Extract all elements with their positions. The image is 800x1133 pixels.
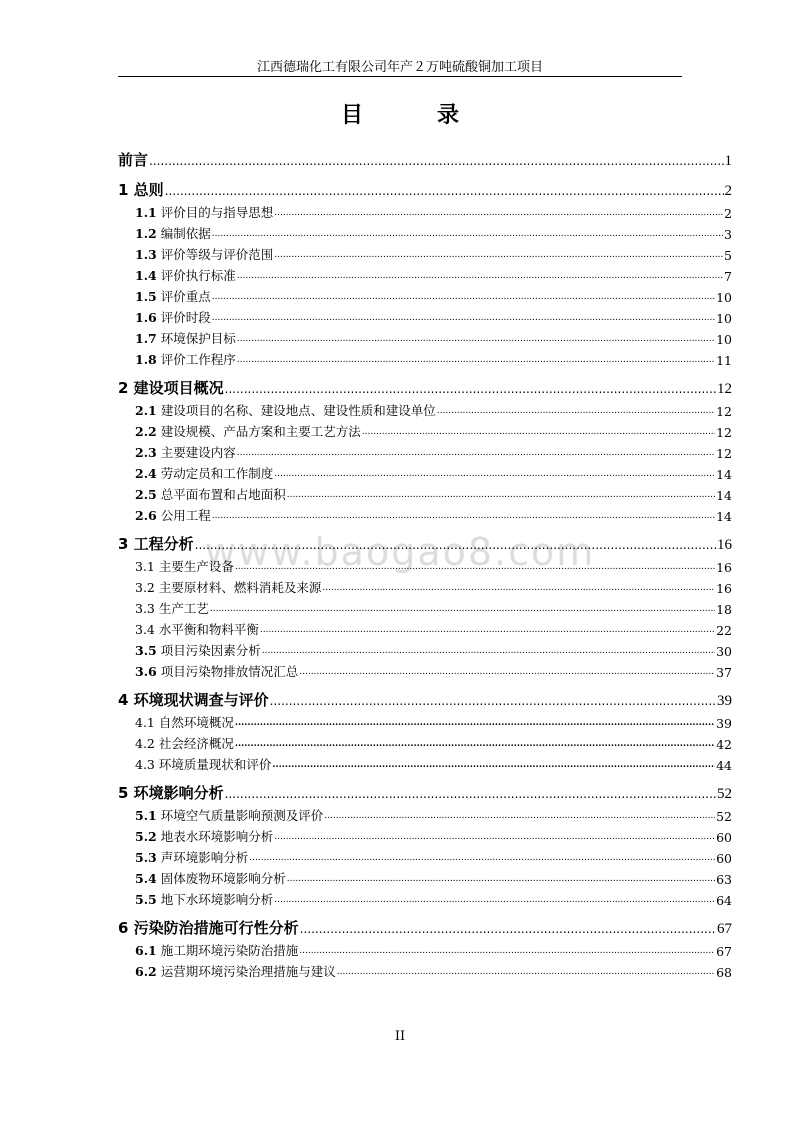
dot-leader: [149, 155, 723, 170]
toc-page-number: 30: [716, 644, 732, 659]
toc-page-number: 39: [716, 716, 732, 731]
toc-entry-label: 5 环境影响分析: [118, 784, 224, 802]
toc-page-number: 37: [716, 665, 732, 680]
toc-entry-title: [118, 782, 224, 803]
toc-entry-number: 2.4: [135, 466, 157, 481]
toc-page-number: 14: [716, 467, 732, 482]
dot-leader: [337, 968, 715, 980]
toc-entry-label: 主要建设内容: [160, 445, 236, 460]
dot-leader: [437, 407, 715, 419]
dot-leader: [212, 230, 723, 242]
toc-entry-number: 1.5: [135, 289, 157, 304]
toc-section-entry[interactable]: [118, 959, 732, 980]
toc-page-number: 7: [724, 269, 732, 284]
dot-leader: [237, 356, 715, 368]
toc-entry-title: [135, 401, 436, 419]
toc-chapter-entry[interactable]: [118, 781, 732, 803]
toc-entry-title: [135, 755, 271, 773]
toc-entry-number: 2.6: [135, 508, 157, 523]
toc-entry-title: [135, 641, 261, 659]
toc-page-number: 12: [717, 381, 732, 397]
toc-entry-title: [135, 869, 286, 887]
toc-entry-label: 评价工作程序: [160, 352, 236, 367]
dot-leader: [272, 761, 715, 773]
toc-page-number: 2: [724, 206, 732, 221]
toc-entry-label: 6 污染防治措施可行性分析: [118, 919, 299, 937]
toc-entry-label: 环境保护目标: [160, 331, 236, 346]
toc-entry-number: 5.1: [135, 808, 157, 823]
toc-section-entry[interactable]: [118, 284, 732, 305]
dot-leader: [299, 947, 715, 959]
toc-entry-label: 3.1 主要生产设备: [135, 559, 234, 574]
toc-entry-title: [135, 506, 211, 524]
toc-page-number: 39: [717, 693, 732, 709]
toc-entry-title: [135, 557, 234, 575]
toc-entry-number: 1.7: [135, 331, 157, 346]
dot-leader: [274, 470, 715, 482]
toc-entry-label: 4.2 社会经济概况: [135, 736, 234, 751]
running-header: 江西德瑞化工有限公司年产２万吨硫酸铜加工项目: [256, 60, 543, 75]
dot-leader: [237, 335, 715, 347]
toc-entry-title: [118, 149, 148, 170]
toc-section-entry[interactable]: [118, 803, 732, 824]
toc-entry-title: [135, 890, 273, 908]
toc-chapter-entry[interactable]: [118, 148, 732, 170]
toc-entry-label: 劳动定员和工作制度: [160, 466, 274, 481]
dot-leader: [237, 272, 723, 284]
toc-chapter-entry[interactable]: [118, 376, 732, 398]
toc-entry-title: [118, 377, 224, 398]
toc-section-entry[interactable]: [118, 575, 732, 596]
dot-leader: [274, 209, 723, 221]
toc-entry-label: 总平面布置和占地面积: [160, 487, 286, 502]
toc-entry-number: 1.4: [135, 268, 157, 283]
toc-page-number: 16: [717, 537, 732, 553]
dot-leader: [212, 512, 715, 524]
toc-entry-label: 2 建设项目概况: [118, 379, 224, 397]
toc-section-entry[interactable]: [118, 461, 732, 482]
toc-entry-label: 环境空气质量影响预测及评价: [160, 808, 324, 823]
toc-entry-title: [135, 422, 361, 440]
toc-entry-title: [135, 620, 259, 638]
toc-entry-title: [135, 329, 236, 347]
toc-entry-title: [135, 224, 211, 242]
toc-page-number: 12: [716, 425, 732, 440]
toc-entry-label: 4 环境现状调查与评价: [118, 691, 269, 709]
toc-page-number: 10: [716, 311, 732, 326]
toc-title: 目 录: [340, 102, 485, 128]
toc-entry-number: 3.5: [135, 643, 157, 658]
toc-page-number: 22: [716, 623, 732, 638]
toc-entry-label: 评价执行标准: [160, 268, 236, 283]
table-of-contents: [118, 140, 732, 980]
toc-section-entry[interactable]: [118, 887, 732, 908]
toc-page-number: 5: [724, 248, 732, 263]
page-number: II: [394, 1029, 406, 1044]
toc-entry-label: 1 总则: [118, 181, 164, 199]
dot-leader: [249, 854, 715, 866]
toc-section-entry[interactable]: [118, 398, 732, 419]
toc-entry-label: 4.1 自然环境概况: [135, 715, 234, 730]
toc-entry-number: 1.1: [135, 205, 157, 220]
dot-leader: [195, 539, 716, 554]
toc-section-entry[interactable]: [118, 710, 732, 731]
dot-leader: [165, 185, 724, 200]
dot-leader: [274, 833, 715, 845]
toc-chapter-entry[interactable]: [118, 916, 732, 938]
toc-entry-title: [118, 689, 269, 710]
toc-page-number: 63: [716, 872, 732, 887]
toc-entry-title: [135, 962, 336, 980]
toc-entry-label: 评价目的与指导思想: [160, 205, 274, 220]
toc-page-number: 64: [716, 893, 732, 908]
toc-entry-label: 4.3 环境质量现状和评价: [135, 757, 272, 772]
dot-leader: [362, 428, 715, 440]
toc-section-entry[interactable]: [118, 305, 732, 326]
toc-section-entry[interactable]: [118, 554, 732, 575]
toc-chapter-entry[interactable]: [118, 178, 732, 200]
dot-leader: [274, 251, 723, 263]
toc-page-number: 12: [716, 404, 732, 419]
toc-section-entry[interactable]: [118, 503, 732, 524]
toc-section-entry[interactable]: [118, 482, 732, 503]
dot-leader: [270, 695, 716, 710]
toc-entry-title: [135, 464, 273, 482]
toc-entry-label: 地表水环境影响分析: [160, 829, 274, 844]
toc-page-number: 12: [716, 446, 732, 461]
toc-entry-number: 3.6: [135, 664, 157, 679]
dot-leader: [212, 314, 715, 326]
toc-entry-title: [118, 179, 164, 200]
toc-section-entry[interactable]: [118, 596, 732, 617]
toc-entry-title: [135, 350, 236, 368]
toc-entry-label: 固体废物环境影响分析: [160, 871, 286, 886]
toc-page-number: 16: [716, 560, 732, 575]
toc-entry-title: [135, 848, 248, 866]
toc-section-entry[interactable]: [118, 440, 732, 461]
toc-entry-title: [135, 287, 211, 305]
toc-page-number: 67: [717, 921, 732, 937]
toc-entry-title: [135, 578, 321, 596]
dot-leader: [210, 605, 715, 617]
toc-chapter-entry[interactable]: [118, 532, 732, 554]
toc-section-entry[interactable]: [118, 347, 732, 368]
dot-leader: [287, 875, 715, 887]
toc-entry-label: 公用工程: [160, 508, 211, 523]
toc-entry-number: 2.2: [135, 424, 157, 439]
dot-leader: [212, 293, 715, 305]
toc-entry-number: 1.3: [135, 247, 157, 262]
dot-leader: [274, 896, 715, 908]
toc-section-entry[interactable]: [118, 731, 732, 752]
toc-entry-title: [135, 806, 323, 824]
toc-entry-number: 2.3: [135, 445, 157, 460]
toc-section-entry[interactable]: [118, 242, 732, 263]
toc-entry-label: 声环境影响分析: [160, 850, 249, 865]
toc-page-number: 60: [716, 851, 732, 866]
toc-section-entry[interactable]: [118, 326, 732, 347]
toc-entry-label: 3.4 水平衡和物料平衡: [135, 622, 259, 637]
toc-entry-title: [118, 917, 299, 938]
toc-section-entry[interactable]: [118, 866, 732, 887]
toc-entry-label: 3.2 主要原材料、燃料消耗及来源: [135, 580, 322, 595]
toc-entry-title: [135, 443, 236, 461]
toc-page-number: 16: [716, 581, 732, 596]
toc-entry-number: 5.2: [135, 829, 157, 844]
toc-page-number: 14: [716, 509, 732, 524]
toc-entry-label: 前言: [118, 151, 149, 169]
dot-leader: [300, 923, 716, 938]
header-rule: [118, 76, 682, 77]
toc-entry-number: 2.1: [135, 403, 157, 418]
toc-entry-label: 项目污染因素分析: [160, 643, 261, 658]
toc-entry-label: 评价等级与评价范围: [160, 247, 274, 262]
toc-entry-number: 1.2: [135, 226, 157, 241]
toc-page-number: 68: [716, 965, 732, 980]
dot-leader: [287, 491, 715, 503]
toc-entry-number: 5.5: [135, 892, 157, 907]
toc-section-entry[interactable]: [118, 638, 732, 659]
watermark: www.baogao8.com: [204, 530, 596, 574]
toc-section-entry[interactable]: [118, 617, 732, 638]
toc-page-number: 60: [716, 830, 732, 845]
toc-entry-title: [135, 734, 234, 752]
toc-entry-title: [118, 533, 194, 554]
toc-entry-title: [135, 599, 209, 617]
toc-entry-label: 3.3 生产工艺: [135, 601, 209, 616]
toc-page-number: 52: [716, 809, 732, 824]
dot-leader: [260, 626, 715, 638]
toc-section-entry[interactable]: [118, 845, 732, 866]
toc-entry-title: [135, 266, 236, 284]
toc-entry-number: 5.4: [135, 871, 157, 886]
toc-page-number: 3: [724, 227, 732, 242]
toc-section-entry[interactable]: [118, 221, 732, 242]
toc-page-number: 1: [724, 153, 732, 169]
toc-section-entry[interactable]: [118, 200, 732, 221]
dot-leader: [324, 812, 715, 824]
toc-page-number: 52: [717, 786, 732, 802]
toc-entry-title: [135, 827, 273, 845]
toc-entry-label: 建设项目的名称、建设地点、建设性质和建设单位: [160, 403, 436, 418]
toc-entry-title: [135, 485, 286, 503]
toc-entry-label: 项目污染物排放情况汇总: [160, 664, 299, 679]
dot-leader: [262, 647, 715, 659]
dot-leader: [322, 584, 715, 596]
toc-page-number: 11: [716, 353, 732, 368]
dot-leader: [235, 740, 715, 752]
toc-entry-number: 6.1: [135, 943, 157, 958]
toc-entry-title: [135, 941, 298, 959]
toc-entry-number: 5.3: [135, 850, 157, 865]
toc-page-number: 14: [716, 488, 732, 503]
dot-leader: [225, 788, 716, 803]
toc-page-number: 10: [716, 290, 732, 305]
toc-chapter-entry[interactable]: [118, 688, 732, 710]
toc-entry-title: [135, 713, 234, 731]
toc-page-number: 67: [716, 944, 732, 959]
toc-page-number: 42: [716, 737, 732, 752]
toc-entry-label: 运营期环境污染治理措施与建议: [160, 964, 336, 979]
toc-entry-label: 地下水环境影响分析: [160, 892, 274, 907]
toc-entry-number: 1.6: [135, 310, 157, 325]
toc-section-entry[interactable]: [118, 824, 732, 845]
toc-entry-label: 评价重点: [160, 289, 211, 304]
toc-entry-number: 2.5: [135, 487, 157, 502]
dot-leader: [235, 719, 715, 731]
toc-section-entry[interactable]: [118, 752, 732, 773]
toc-entry-label: 评价时段: [160, 310, 211, 325]
toc-entry-label: 建设规模、产品方案和主要工艺方法: [160, 424, 361, 439]
toc-section-entry[interactable]: [118, 263, 732, 284]
toc-entry-label: 3 工程分析: [118, 535, 194, 553]
dot-leader: [237, 449, 715, 461]
toc-section-entry[interactable]: [118, 659, 732, 680]
toc-page-number: 18: [716, 602, 732, 617]
toc-entry-title: [135, 203, 273, 221]
toc-page-number: 10: [716, 332, 732, 347]
toc-entry-number: 6.2: [135, 964, 157, 979]
dot-leader: [225, 383, 716, 398]
toc-entry-title: [135, 308, 211, 326]
dot-leader: [299, 668, 715, 680]
toc-entry-title: [135, 662, 298, 680]
toc-entry-label: 编制依据: [160, 226, 211, 241]
toc-entry-number: 1.8: [135, 352, 157, 367]
toc-entry-title: [135, 245, 273, 263]
toc-page-number: 44: [716, 758, 732, 773]
dot-leader: [235, 563, 715, 575]
toc-entry-label: 施工期环境污染防治措施: [160, 943, 299, 958]
toc-section-entry[interactable]: [118, 419, 732, 440]
toc-section-entry[interactable]: [118, 938, 732, 959]
toc-page-number: 2: [724, 183, 732, 199]
